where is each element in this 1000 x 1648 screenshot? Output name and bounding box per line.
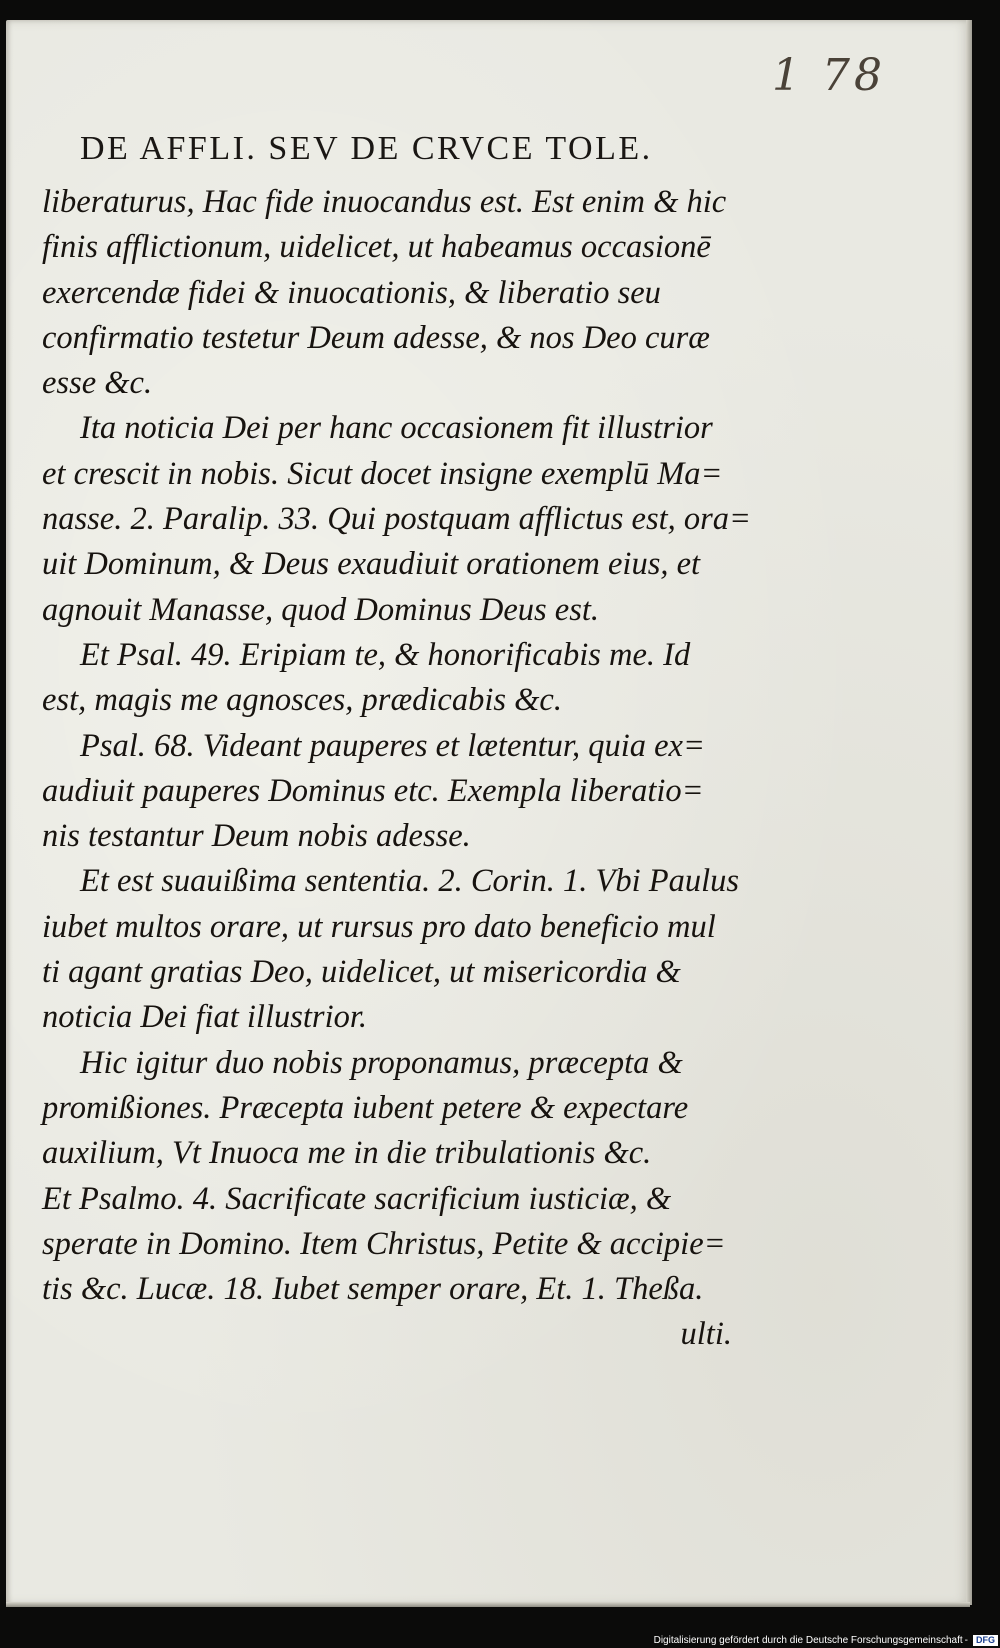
text-line: iubet multos orare, ut rursus pro dato beneficio mul	[42, 908, 716, 945]
text-line: tis &c. Lucæ. 18. Iubet semper orare, Et. 1. Theßa.	[42, 1271, 704, 1308]
handwritten-folio-number: 1 78	[772, 50, 886, 101]
text-line: ti agant gratias Deo, uidelicet, ut misericordia &	[42, 954, 681, 991]
text-line: nasse. 2. Paralip. 33. Qui postquam afflictus est, ora=	[42, 501, 751, 538]
credit-text: Digitalisierung gefördert durch die Deutsche Forschungsgemeinschaft	[653, 1635, 963, 1646]
text-line: finis afflictionum, uidelicet, ut habeamus occasionē	[42, 229, 711, 266]
text-line: liberaturus, Hac fide inuocandus est. Est enim & hic	[42, 184, 727, 220]
catchword: ulti.	[680, 1316, 732, 1353]
paragraph-start-line: Et Psal. 49. Eripiam te, & honorificabis me. Id	[80, 636, 691, 673]
text-line: agnouit Manasse, quod Dominus Deus est.	[42, 591, 599, 628]
page-edge-right	[966, 20, 972, 1605]
text-line: noticia Dei fiat illustrior.	[42, 999, 368, 1036]
text-line: est, magis me agnosces, prædicabis &c.	[42, 682, 562, 719]
text-line: promißiones. Præcepta iubent petere & expectare	[42, 1089, 689, 1126]
text-line: nis testantur Deum nobis adesse.	[42, 818, 471, 855]
text-line: exercendæ fidei & inuocationis, & liberatio seu	[42, 274, 661, 311]
digitization-credit	[600, 1633, 998, 1648]
text-line: uit Dominum, & Deus exaudiuit orationem eius, et	[42, 546, 701, 583]
paragraph-start-line: Hic igitur duo nobis proponamus, præcepta &	[80, 1044, 683, 1081]
paragraph-start-line: Ita noticia Dei per hanc occasionem fit illustrior	[80, 410, 713, 447]
text-line: sperate in Domino. Item Christus, Petite & accipie=	[42, 1225, 726, 1262]
body-text	[42, 180, 751, 1358]
text-line: et crescit in nobis. Sicut docet insigne exemplū Ma=	[42, 455, 723, 492]
text-line: auxilium, Vt Inuoca me in die tribulationis &c.	[42, 1135, 652, 1172]
page-edge-bottom	[6, 1602, 970, 1607]
paragraph-start-line: Et est suauißima sententia. 2. Corin. 1. Vbi Paulus	[80, 863, 740, 900]
dfg-logo: DFG	[973, 1635, 998, 1646]
credit-separator: -	[964, 1635, 968, 1646]
text-line: Et Psalmo. 4. Sacrificate sacrificium iusticiæ, &	[42, 1180, 672, 1217]
paragraph-start-line: Psal. 68. Videant pauperes et lætentur, quia ex=	[80, 727, 705, 764]
text-line: esse &c.	[42, 365, 153, 402]
text-line: audiuit pauperes Dominus etc. Exempla liberatio=	[42, 772, 704, 809]
running-head: DE AFFLI. SEV DE CRVCE TOLE.	[80, 130, 653, 167]
text-line: confirmatio testetur Deum adesse, & nos Deo curæ	[42, 319, 710, 356]
